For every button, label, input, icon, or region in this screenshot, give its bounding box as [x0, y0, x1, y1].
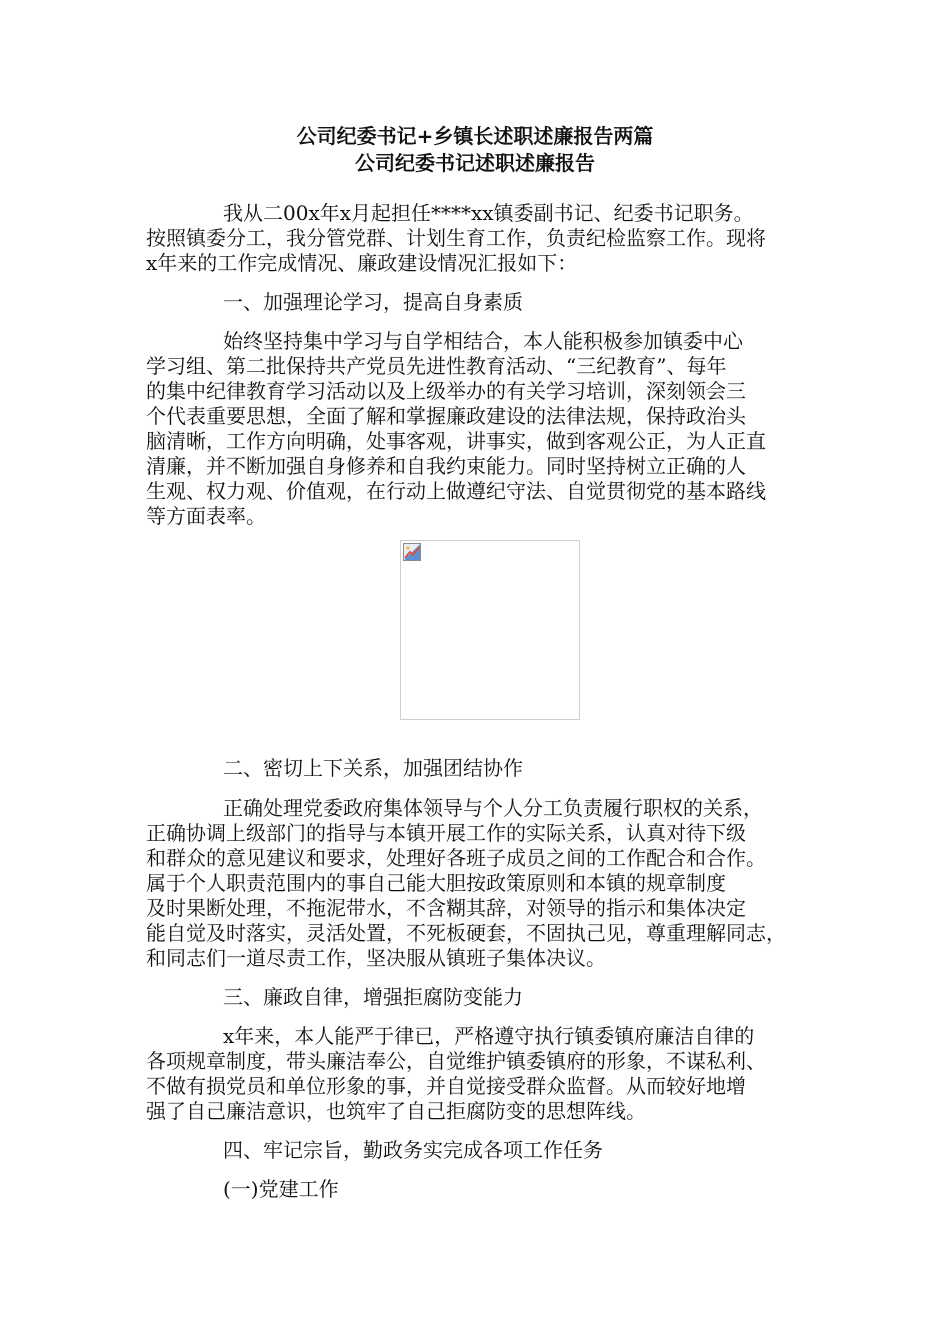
paragraph-line: 个代表重要思想，全面了解和掌握廉政建设的法律法规，保持政治头 [146, 404, 746, 428]
paragraph-line: 学习组、第二批保持共产党员先进性教育活动、“三纪教育”、每年 [146, 354, 727, 378]
paragraph-line: 我从二00x年x月起担任****xx镇委副书记、纪委书记职务。 [223, 201, 754, 225]
paragraph-line: 强了自己廉洁意识，也筑牢了自己拒腐防变的思想阵线。 [146, 1099, 646, 1123]
paragraph-line: 始终坚持集中学习与自学相结合，本人能积极参加镇委中心 [223, 329, 743, 353]
paragraph-line: 等方面表率。 [146, 504, 266, 528]
paragraph-line: 能自觉及时落实，灵活处置，不死板硬套，不固执己见，尊重理解同志， [146, 921, 786, 945]
paragraph-line: 正确协调上级部门的指导与本镇开展工作的实际关系，认真对待下级 [146, 821, 746, 845]
paragraph-line: 各项规章制度，带头廉洁奉公，自觉维护镇委镇府的形象，不谋私利、 [146, 1049, 766, 1073]
subsection-heading: (一)党建工作 [223, 1177, 339, 1201]
section-heading: 一、加强理论学习，提高自身素质 [223, 290, 523, 314]
embedded-image-placeholder [400, 540, 580, 720]
document-title: 公司纪委书记+乡镇长述职述廉报告两篇 [296, 124, 654, 148]
paragraph-line: 正确处理党委政府集体领导与个人分工负责履行职权的关系， [223, 796, 763, 820]
paragraph-line: 和群众的意见建议和要求，处理好各班子成员之间的工作配合和合作。 [146, 846, 766, 870]
paragraph-line: 和同志们一道尽责工作，坚决服从镇班子集体决议。 [146, 946, 606, 970]
paragraph-line: x年来的工作完成情况、廉政建设情况汇报如下： [146, 251, 578, 275]
section-heading: 三、廉政自律，增强拒腐防变能力 [223, 985, 523, 1009]
paragraph-line: 生观、权力观、价值观，在行动上做遵纪守法、自觉贯彻党的基本路线 [146, 479, 766, 503]
broken-image-icon [403, 543, 421, 561]
section-heading: 二、密切上下关系，加强团结协作 [223, 756, 523, 780]
paragraph-line: 按照镇委分工，我分管党群、计划生育工作，负责纪检监察工作。现将 [146, 226, 766, 250]
document-subtitle: 公司纪委书记述职述廉报告 [355, 151, 595, 175]
section-heading: 四、牢记宗旨，勤政务实完成各项工作任务 [223, 1138, 603, 1162]
paragraph-line: 属于个人职责范围内的事自己能大胆按政策原则和本镇的规章制度 [146, 871, 726, 895]
paragraph-line: 清廉，并不断加强自身修养和自我约束能力。同时坚持树立正确的人 [146, 454, 746, 478]
paragraph-line: 脑清晰，工作方向明确，处事客观，讲事实，做到客观公正，为人正直 [146, 429, 766, 453]
paragraph-line: x年来，本人能严于律已，严格遵守执行镇委镇府廉洁自律的 [223, 1024, 755, 1048]
paragraph-line: 及时果断处理，不拖泥带水，不含糊其辞，对领导的指示和集体决定 [146, 896, 746, 920]
paragraph-line: 不做有损党员和单位形象的事，并自觉接受群众监督。从而较好地增 [146, 1074, 746, 1098]
paragraph-line: 的集中纪律教育学习活动以及上级举办的有关学习培训，深刻领会三 [146, 379, 746, 403]
